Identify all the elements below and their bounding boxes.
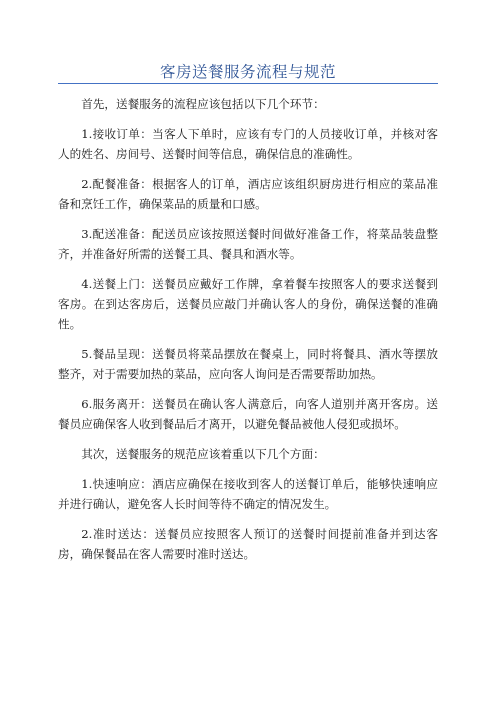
document-title: 客房送餐服务流程与规范: [159, 63, 336, 81]
paragraph-intro: 首先，送餐服务的流程应该包括以下几个环节：: [81, 97, 325, 111]
paragraph-norms-intro: 其次，送餐服务的规范应该着重以下几个方面：: [81, 447, 325, 461]
paragraph-norm-2: 2.准时送达：送餐员应按照客人预订的送餐时间提前准备并到达客房，确保餐品在客人需要时准时送达。: [58, 527, 438, 561]
paragraph-step-2: 2.配餐准备：根据客人的订单，酒店应该组织厨房进行相应的菜品准备和烹饪工作，确保菜品的质量和口感。: [58, 177, 438, 211]
paragraph-step-6: 6.服务离开：送餐员在确认客人满意后，向客人道别并离开客房。送餐员应确保客人收到餐品后才离开，以避免餐品被他人侵犯或损坏。: [58, 397, 438, 431]
paragraph-step-3: 3.配送准备：配送员应该按照送餐时间做好准备工作，将菜品装盘整齐，并准备好所需的送餐工具、餐具和酒水等。: [58, 227, 438, 261]
paragraph-step-4: 4.送餐上门：送餐员应戴好工作牌，拿着餐车按照客人的要求送餐到客房。在到达客房后，送餐员应敲门并确认客人的身份，确保送餐的准确性。: [58, 277, 438, 331]
paragraph-step-5: 5.餐品呈现：送餐员将菜品摆放在餐桌上，同时将餐具、酒水等摆放整齐，对于需要加热的菜品，应向客人询问是否需要帮助加热。: [58, 347, 438, 381]
title-underline: [58, 83, 438, 84]
paragraph-norm-1: 1.快速响应：酒店应确保在接收到客人的送餐订单后，能够快速响应并进行确认，避免客人长时间等待不确定的情况发生。: [58, 477, 438, 511]
document-body: [58, 94, 438, 574]
paragraph-step-1: 1.接收订单：当客人下单时，应该有专门的人员接收订单，并核对客人的姓名、房间号、送餐时间等信息，确保信息的准确性。: [58, 127, 438, 161]
